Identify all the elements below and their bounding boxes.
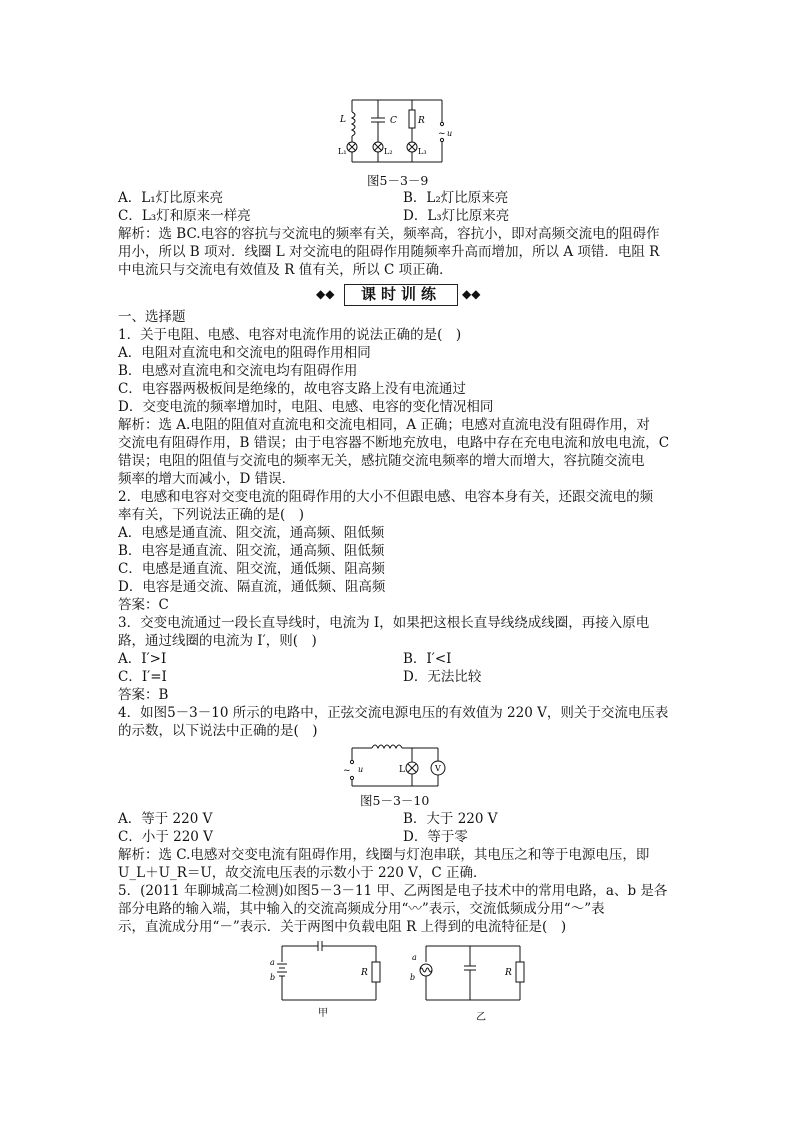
analysis-line: U_L＋U_R＝U，故交流电压表的示数小于 220 V，C 正确． (118, 865, 487, 881)
question-stem: 1．关于电阻、电感、电容对电流作用的说法正确的是( ) (118, 327, 462, 343)
fig539-label-L2: L₂ (384, 147, 393, 156)
circuit-figure-yi (406, 940, 536, 1024)
fig5310-label-u: u (358, 765, 364, 774)
option-a: A．电阻对直流电和交流电的阻碍作用相同 (118, 345, 371, 361)
option-d: D．交变电流的频率增加时，电阻、电感、电容的变化情况相同 (118, 399, 494, 415)
answer: 答案：C (118, 597, 169, 613)
option-c: C．小于 220 V (118, 829, 213, 845)
fig-yi-caption: 乙 (476, 1012, 486, 1023)
option-d: D．等于零 (403, 829, 468, 845)
question-stem: 2．电感和电容对交变电流的阻碍作用的大小不但跟电感、电容本身有关，还跟交流电的频 (118, 489, 654, 505)
fig539-label-L1: L₁ (338, 147, 347, 156)
question-stem: 的示数，以下说法中正确的是( ) (118, 723, 318, 739)
fig539-label-L: L (340, 115, 346, 125)
fig5310-label-ac: ~ (343, 766, 351, 776)
analysis-line: 中电流只与交流电有效值及 R 值有关，所以 C 项正确． (118, 262, 453, 278)
fig-jia-caption: 甲 (318, 1008, 328, 1019)
question-stem: 3．交变电流通过一段长直导线时，电流为 I，如果把这根长直导线绕成线圈，再接入原电 (118, 615, 650, 631)
option-d: D．无法比较 (403, 669, 482, 685)
question-stem: 率有关，下列说法正确的是( ) (118, 507, 305, 523)
fig-jia-label-R: R (361, 968, 368, 978)
section-heading: 一、选择题 (118, 309, 186, 325)
answer: 答案：B (118, 687, 169, 703)
fig-jia-label-b: b (270, 973, 276, 982)
fig-yi-label-a: a (412, 953, 417, 962)
option-c: C．I′=I (118, 669, 167, 685)
option-a: A．L₁灯比原来亮 (118, 190, 224, 206)
banner-title: 课时训练 (360, 285, 441, 303)
option-b: B．I′<I (403, 651, 452, 667)
analysis-line: 解析：选 C.电感对交变电流有阻碍作用，线圈与灯泡串联，其电压之和等于电源电压，即 (118, 847, 650, 863)
analysis-line: 频率的增大而减小，D 错误． (118, 471, 296, 487)
analysis-line: 解析：选 BC.电容的容抗与交流电的频率有关，频率高，容抗小，即对高频交流电的阻碍作 (118, 226, 660, 242)
analysis-line: 用小，所以 B 项对．线圈 L 对交流电的阻碍作用随频率升高而增加，所以 A 项错．电阻 R (118, 244, 660, 260)
question-stem: 部分电路的输入端，其中输入的交流高频成分用“〰”表示，交流低频成分用“～”表 (118, 901, 605, 917)
fig539-label-L3: L₃ (418, 147, 427, 156)
option-d: D．L₃灯比原来亮 (403, 208, 510, 224)
question-stem: 4．如图5－3－10 所示的电路中，正弦交流电源电压的有效值为 220 V，则关于交流电压表 (118, 705, 669, 721)
circuit-figure-5-3-10 (340, 740, 446, 792)
question-stem: 路，通过线圈的电流为 I′，则( ) (118, 633, 317, 649)
fig-yi-label-R: R (505, 968, 512, 978)
option-b: B．L₂灯比原来亮 (403, 190, 509, 206)
banner-left-decoration: ◆◆ (316, 287, 335, 301)
banner-right-decoration: ◆◆ (462, 287, 481, 301)
fig5310-label-V: V (435, 764, 441, 773)
option-d: D．电容是通交流、隔直流，通低频、阻高频 (118, 579, 386, 595)
figure-caption: 图5－3－10 (360, 793, 430, 808)
analysis-line: 错误；电阻的阻值与交流电的频率无关，感抗随交流电频率的增大而增大，容抗随交流电 (118, 453, 645, 469)
circuit-figure-jia (262, 940, 386, 1022)
option-a: A．等于 220 V (118, 811, 213, 827)
fig539-label-C: C (390, 116, 397, 126)
option-b: B．电容是通直流、阻交流，通高频、阻低频 (118, 543, 385, 559)
option-c: C．L₃灯和原来一样亮 (118, 208, 251, 224)
analysis-line: 解析：选 A.电阻的阻值对直流电和交流电相同，A 正确；电感对直流电没有阻碍作用，对 (118, 417, 650, 433)
option-b: B．大于 220 V (403, 811, 498, 827)
analysis-line: 交流电有阻碍作用，B 错误；由于电容器不断地充放电，电路中存在充电电流和放电电流，C (118, 435, 670, 451)
fig539-label-ac: ~ (438, 129, 446, 139)
circuit-figure-5-3-9 (338, 92, 466, 172)
fig-jia-label-a: a (270, 958, 275, 967)
fig-yi-label-b: b (410, 973, 416, 982)
option-c: C．电感是通直流、阻交流，通低频、阻高频 (118, 561, 385, 577)
option-c: C．电容器两极板间是绝缘的，故电容支路上没有电流通过 (118, 381, 466, 397)
section-banner (316, 284, 484, 304)
question-stem: 5．(2011 年聊城高二检测)如图5－3－11 甲、乙两图是电子技术中的常用电路，a、b 是各 (118, 883, 668, 899)
option-a: A．I′>I (118, 651, 167, 667)
option-a: A．电感是通直流、阻交流，通高频、阻低频 (118, 525, 385, 541)
fig539-label-R: R (418, 116, 425, 126)
figure-caption: 图5－3－9 (367, 173, 429, 188)
question-stem: 示，直流成分用“－”表示．关于两图中负载电阻 R 上得到的电流特征是( ) (118, 919, 567, 935)
fig539-label-u: u (447, 129, 453, 138)
option-b: B．电感对直流电和交流电均有阻碍作用 (118, 363, 358, 379)
fig5310-label-L: L (399, 765, 405, 775)
